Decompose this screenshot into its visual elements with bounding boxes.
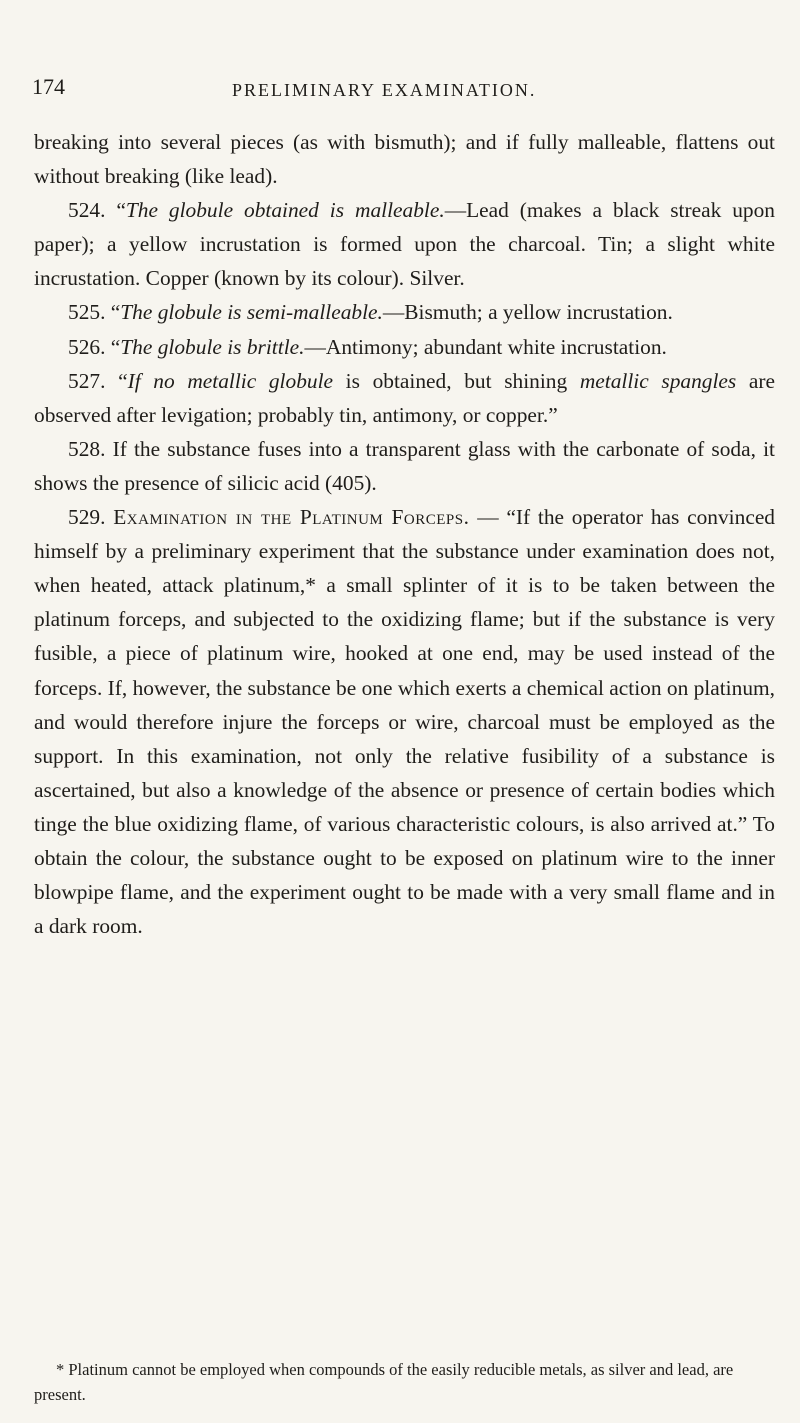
paragraph-text: — “If the operator has convinced himself by a preliminary experiment that the substance under examination does not, when heated, attack platinum,* a small splinter of it is to be taken between the platinum forceps, and subjected to the oxidizing flame; but if the substance is very fusible, a piece of platinum wire, hooked at one end, may be used instead of the forceps. If, however, the substance be one which exerts a chemical action on platinum, and would therefore injure the forceps or wire, charcoal must be employed as the support. In this examination, not only the relative fusibility of a substance is ascertained, but also a knowledge of the absence or presence of certain bodies which tinge the blue oxidizing flame, of various characteristic colours, is also arrived at.” To obtain the colour, the substance ought to be exposed on platinum wire to the inner blowpipe flame, and the experiment ought to be made with a very small flame and in a dark room. <box>34 505 776 939</box>
running-title: PRELIMINARY EXAMINATION. <box>232 80 537 100</box>
paragraph-text: —Lead (makes a black streak upon paper); a yellow incrustation is formed upon the charcoal. Tin; a slight white incrustation. Copper (known by its colour). Silver. <box>34 198 775 291</box>
section-heading: Examination in the Platinum Forceps. <box>113 505 470 530</box>
paragraph-526 <box>34 330 775 364</box>
paragraph-number: 524. “ <box>68 198 126 223</box>
paragraph-text: —Bismuth; a yellow incrustation. <box>382 300 673 325</box>
footnote-text: * Platinum cannot be employed when compounds of the easily reducible metals, as silver and lead, are present. <box>34 1360 734 1404</box>
paragraph-524 <box>34 193 775 295</box>
paragraph-number: 525. “ <box>68 300 121 325</box>
paragraph-number: 527. “ <box>68 368 128 393</box>
paragraph-number: 526. “ <box>68 334 121 359</box>
body-text <box>34 125 775 943</box>
paragraph-text: —Antimony; abundant white incrustation. <box>304 334 667 359</box>
italic-phrase: The globule is brittle. <box>120 334 305 359</box>
paragraph-continuation: breaking into several pieces (as with bismuth); and if fully malleable, flattens out without breaking (like lead). <box>34 130 775 189</box>
page-number: 174 <box>32 74 65 99</box>
paragraph-number: 529. <box>68 505 114 530</box>
paragraph-527 <box>34 364 775 432</box>
paragraph-text: is obtained, but shining <box>333 368 580 393</box>
italic-phrase: If no metallic globule <box>127 368 334 393</box>
italic-phrase: The globule obtained is malleable. <box>125 198 445 223</box>
paragraph-525 <box>34 295 775 329</box>
paragraph-529 <box>34 500 775 943</box>
paragraph-text: are observed after levigation; probably tin, antimony, or copper.” <box>34 368 776 427</box>
paragraph-528: 528. If the substance fuses into a transparent glass with the carbonate of soda, it shows the presence of silicic acid (405). <box>34 436 775 495</box>
italic-phrase: The globule is semi-malleable. <box>120 300 383 325</box>
italic-phrase: metallic spangles <box>579 368 737 393</box>
footnote <box>34 1357 775 1407</box>
